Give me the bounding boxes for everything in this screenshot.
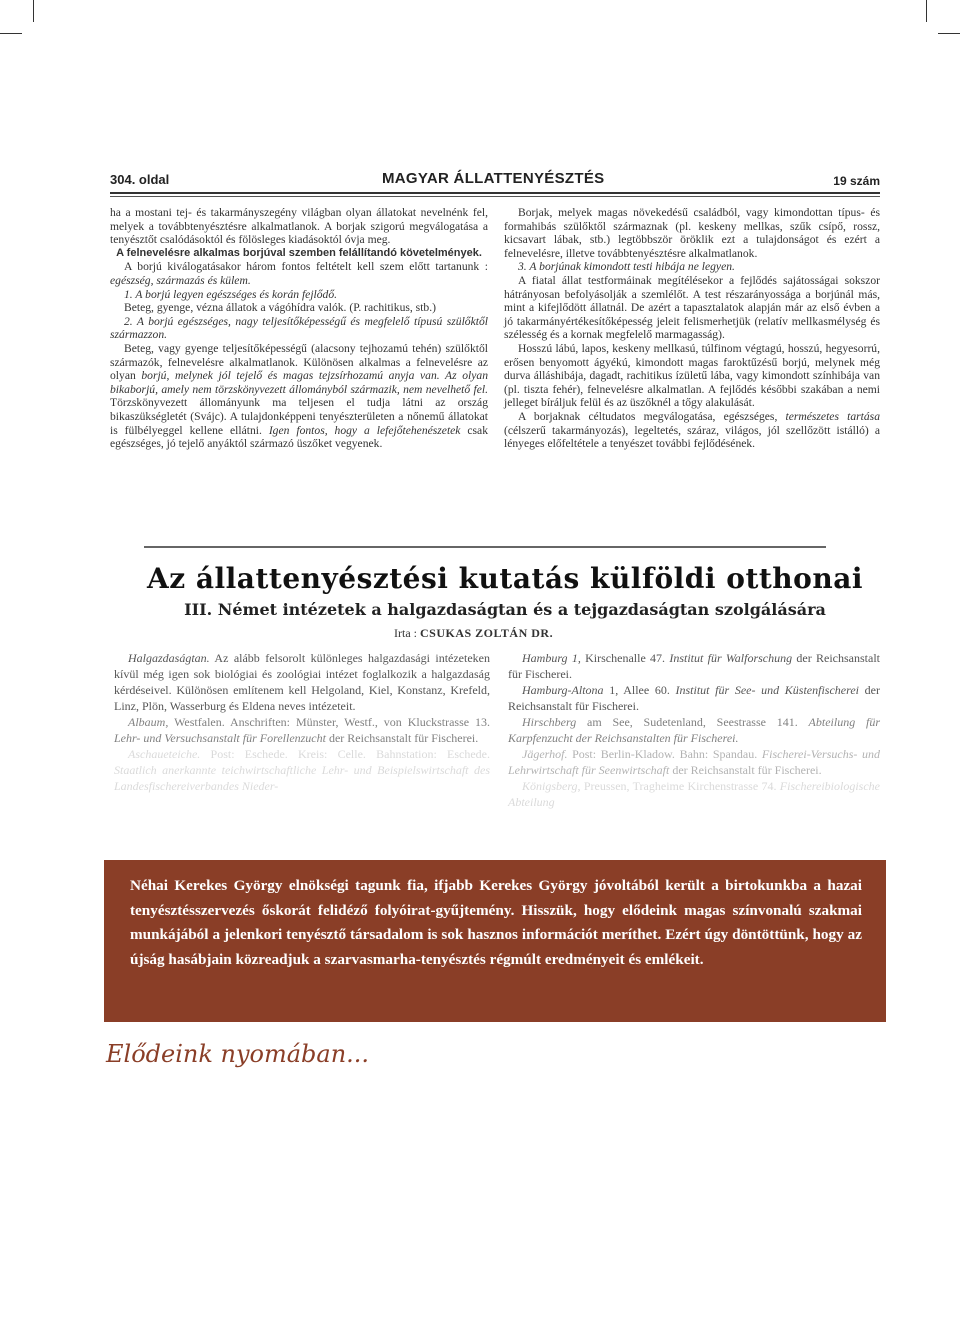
intro-banner — [104, 860, 886, 1022]
paragraph: Hamburg-Altona 1, Allee 60. Institut für See- und Küstenfischerei der Reichsanstalt für Fischerei. — [508, 683, 880, 713]
paragraph: Beteg, gyenge, vézna állatok a vágóhídra valók. (P. rachitikus, stb.) — [124, 301, 436, 315]
crop-mark-top-right — [926, 0, 927, 22]
paragraph: Hosszú lábú, lapos, keskeny mellkasú, túlfinom végtagú, hosszú, hegyesorrú, erősen benyomott ágyékú, kimondott magas faroktűzésű borjú, melynek még durva álláshibája, dagadt, rachitikus ízületű lába, vagy kimondott színhibája van (pl. tiszta fehér), felnevelésre alkalmatlan. A fejlődés későbbi szakában a nemi jelleget bírálјuk felül és az üszőknél a tőgy alakulását. — [504, 341, 880, 410]
crop-mark-left-top — [0, 33, 22, 34]
paragraph: A borjú kiválogatásakor három fontos feltételt kell szem előtt tartanunk : egészség, származás és külem. — [110, 260, 488, 287]
scanned-page — [104, 160, 886, 840]
left-column — [110, 206, 488, 451]
paragraph: Beteg, vagy gyenge teljesítőképességű (alacsony tejhozamú tehén) szülőktől származók, felnevelésre alkalmatlanok. Különösen alkalmas a felnevelésre az olyan borjú, melynek jól tejelő és magas tejzsírhozamú anyja van. Az olyan bikaborjú, amely nem törzskönyvezett állományból származik, nem nevelhető fel. Törzskönyvezett állományunk ma teljesen el tudja látni az ország bikaszükségletét (Svájc). A tulajdonképpeni tenyészterületen a nőnemű állatokat is fülbélyeggel kellene ellátni. Igen fontos, hogy a lefejőtehenészetek csak egészséges, jó tejelő anyáktól származó üszőket vegyenek. — [110, 341, 488, 451]
right-column — [504, 206, 880, 451]
issue-number: 19 szám — [833, 174, 880, 188]
crop-mark-top-left — [33, 0, 34, 22]
paragraph: Aschaueteiche. Post: Eschede. Kreis: Celle. Bahnstation: Eschede. Staatlich anerkannte teichwirtschaftliche Lehr- und Beispielswirtschaft des Landesfischereiverbandes Nieder- — [114, 747, 490, 793]
paragraph: A fiatal állat testformáinak megítélésekor a fejlődés sajátosságai sokszor hátrányosan befolyásolják a szemlélőt. A test részarányossága a borjúnál más, mint a kifejlődött állatnál. De azért a tapasztalatok alapján már az első évben a jó takarmányértékesítőképesség jeleit felismerhetjük (relatív mellkasmélység és szélesség és a kornak megfelelő marmagasság). — [504, 273, 880, 342]
article-left-column — [114, 650, 490, 794]
paragraph: Albaum, Westfalen. Anschriften: Münster, Westf., von Kluckstrasse 13. Lehr- und Versuchsanstalt für Forellenzucht der Reichsanstalt für Fischerei. — [114, 715, 490, 745]
article-subtitle: III. Német intézetek a halgazdaságtan és a tejgazdaságtan szolgálására — [184, 600, 826, 619]
section-heading: A felnevelésre alkalmas borjúval szemben felállítandó követelmények. — [116, 246, 482, 259]
article-author: Irta : CSUKAS ZOLTÁN DR. — [394, 626, 554, 640]
banner-text: Néhai Kerekes György elnökségi tagunk fia, ifjabb Kerekes György jóvoltából került a birtokunkba a hazai tenyésztésszervezés őskorát felidéző folyóirat-gyűjtemény. Hisszük, hogy elődeink magas színvonalú szakmai munkájából a jelenkori tenyésztő társadalom is sok hasznos információt meríthet. Ezért úgy döntöttünk, hogy az újság hasábjain közreadjuk a szarvasmarha-tenyésztés régmúlt eredményeit és emlékeit. — [130, 877, 862, 968]
list-item-title: 1. A borjú legyen egészséges és korán fejlődő. — [124, 287, 338, 301]
paragraph: A borjaknak céltudatos megválogatása, egészséges, természetes tartása (célszerű takarmányozás), legeltetés, száraz, világos, jól szellőzött istálló) a lényeges előfeltétele a tenyészet további fejlődésének. — [504, 409, 880, 451]
list-item-title: 3. A borjúnak kimondott testi hibája ne legyen. — [518, 260, 735, 274]
article-separator — [144, 546, 826, 548]
header-rule-thin — [110, 196, 880, 197]
series-signature: Elődeink nyomában... — [106, 1040, 370, 1068]
paragraph: Borjak, melyek magas növekedésű családból, vagy kimondottan típus- és formahibás szülőktől származnak (pl. keskeny mellkas, szűk csípő, rossz, kicsavart lábak, stb.) legtöbbször öröklik ezt a tulajdonságot és ezért a felnevelésre, illetve továbbtenyésztésre alkalmatlanok. — [504, 206, 880, 260]
article-title: Az állattenyésztési kutatás külföldi otthonai — [147, 562, 863, 595]
paragraph: Königsberg, Preussen, Tragheime Kirchenstrasse 74. Fischereibiologische Abteilung — [508, 779, 880, 809]
paragraph: Halgazdaságtan. Az alább felsorolt különleges halgazdasági intézeteken kívül még igen sok biológiai és zoológiai intézet foglalkozik a halgazdaság kérdéseivel. Különösen említenem kell Helgoland, Kiel, Konstanz, Krefeld, Linz, Plön, Wasserburg és Eldena neves intézeteit. — [114, 651, 490, 713]
page-number: 304. oldal — [110, 172, 170, 187]
paragraph: Hamburg 1, Kirschenalle 47. Institut für Walforschung der Reichsanstalt für Fischerei. — [508, 651, 880, 681]
journal-title: MAGYAR ÁLLATTENYÉSZTÉS — [382, 170, 605, 187]
paragraph: ha a mostani tej- és takarmányszegény világban olyan állatokat nevelnénk fel, melyek a továbbtenyésztésre alkalmatlanok. A borjak szigorú megválogatása a tenyésztőt csalódásoktól és fölösleges kiadásoktól óvja meg. — [110, 206, 488, 247]
crop-mark-right-top — [938, 33, 960, 34]
list-item-title: 2. A borjú egészséges, nagy teljesítőképességű és megfelelő típusú szülőktől származzon. — [110, 314, 488, 342]
paragraph: Jägerhof. Post: Berlin-Kladow. Bahn: Spandau. Fischerei-Versuchs- und Lehrwirtschaft für Seenwirtschaft der Reichsanstalt für Fischerei. — [508, 747, 880, 777]
header-rule — [110, 192, 880, 194]
article-right-column — [508, 650, 880, 810]
journal-header — [110, 170, 880, 190]
paragraph: Hirschberg am See, Sudetenland, Seestrasse 141. Abteilung für Karpfenzucht der Reichsanstalten für Fischerei. — [508, 715, 880, 745]
